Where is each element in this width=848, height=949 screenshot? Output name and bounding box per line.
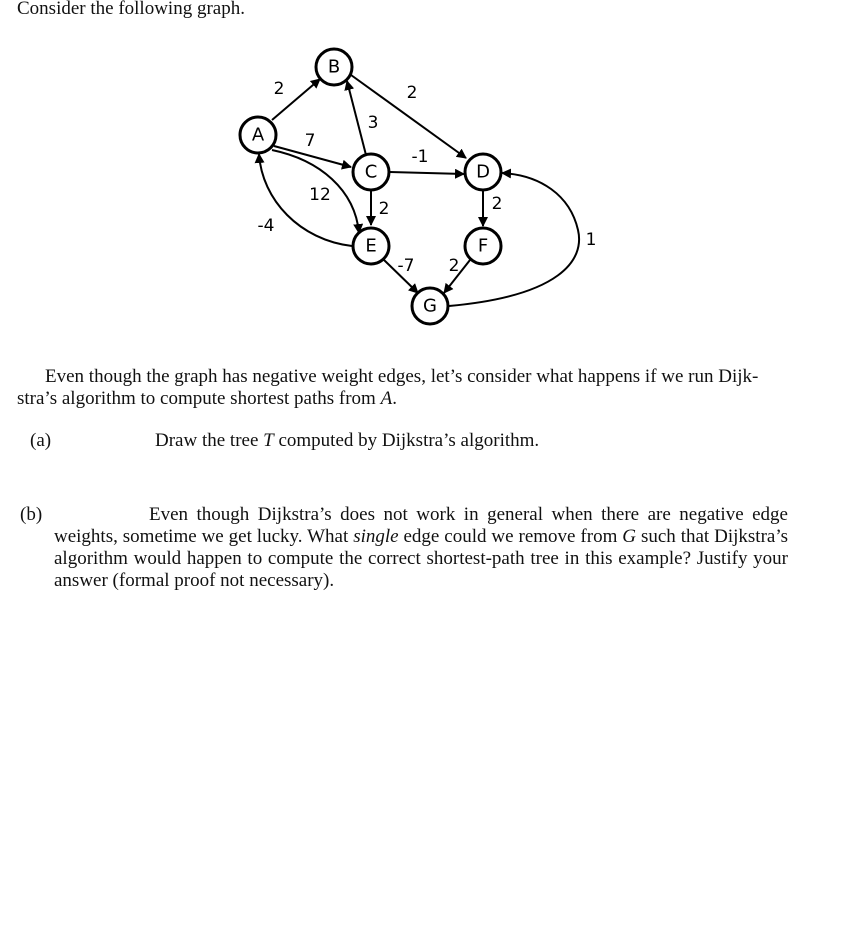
node-e-label: E [365,235,377,257]
node-f [465,228,501,264]
weight-a-b: 2 [273,79,285,99]
weight-c-e: 2 [378,199,390,219]
weight-b-d: 2 [406,83,418,103]
question-b-text-1: Even though Dijkstra’s does not work in general when there are negative edge weights, sometime we get lucky. What [54,504,788,547]
edge-c-d [390,172,464,174]
weight-e-a: -4 [257,216,275,236]
node-c-label: C [364,161,378,183]
node-d [465,154,501,190]
node-a [240,117,276,153]
weight-e-g: -7 [397,256,415,276]
node-d-label: D [476,161,490,183]
source-vertex: A [380,388,393,409]
tree-variable: T [263,430,274,451]
node-g [412,288,448,324]
node-a-label: A [251,124,265,146]
node-e [353,228,389,264]
question-b-text [54,504,788,592]
weight-g-d: 1 [585,230,597,250]
description-line-2-end: . [392,388,397,409]
weight-c-b: 3 [367,113,379,133]
question-b-label: (b) [20,504,43,525]
weight-a-e: 12 [309,185,331,205]
weight-c-d: -1 [411,147,429,167]
node-g-label: G [423,295,437,317]
node-b [316,49,352,85]
edge-weights [258,79,597,276]
description-line-2: stra’s algorithm to compute shortest paths from [17,388,381,409]
edges [259,75,579,306]
weight-f-g: 2 [448,256,460,276]
node-c [353,154,389,190]
intro-text: Consider the following graph. [17,0,245,19]
question-b-text-3: such that Dijkstra’s algorithm would happen to compute the correct shortest-path tree in this example? Justify your answer (formal proof not necessary). [54,526,788,591]
question-b-text-2: edge could we remove from [398,526,623,547]
node-f-label: F [477,235,489,257]
graph-variable: G [622,526,637,547]
weight-d-f: 2 [491,194,503,214]
description-line-1: Even though the graph has negative weight edges, let’s consider what happens if we run Dijk- [45,366,759,387]
question-a-text [155,430,539,452]
question-a-label: (a) [30,430,52,451]
graph-diagram [0,0,848,340]
emphasis-single: single [353,526,399,547]
question-a-text-end: computed by Dijkstra’s algorithm. [273,430,540,451]
edge-c-b [347,81,366,155]
node-b-label: B [327,56,341,78]
weight-a-c: 7 [304,131,316,151]
question-a-text-start: Draw the tree [155,430,264,451]
description-paragraph [17,366,797,410]
